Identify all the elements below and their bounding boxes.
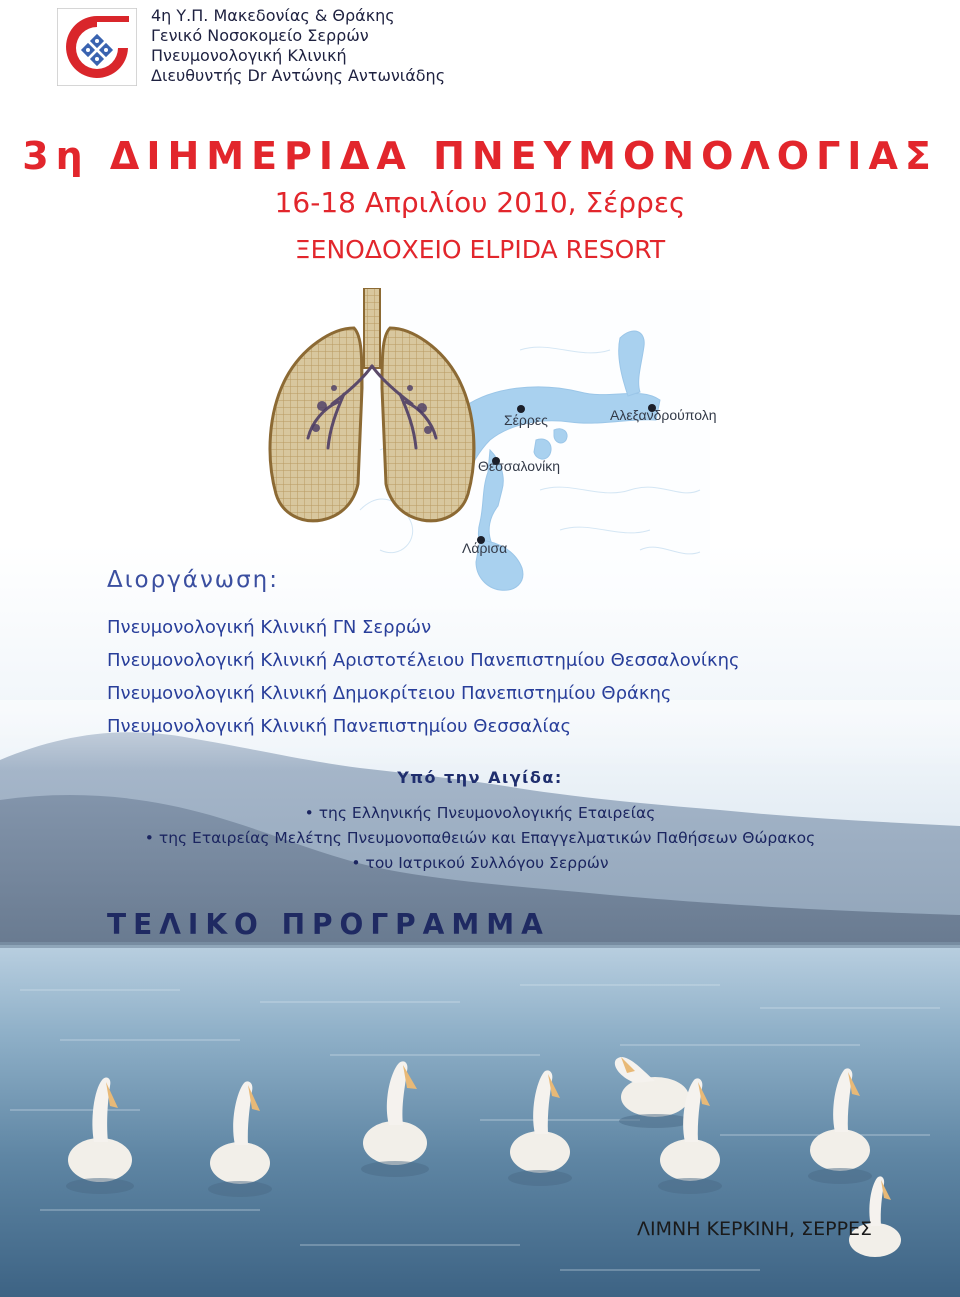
aegis-item: • του Ιατρικού Συλλόγου Σερρών bbox=[351, 854, 609, 872]
final-program-label: ΤΕΛΙΚΟ ΠΡΟΓΡΑΜΜΑ bbox=[107, 908, 550, 941]
city-label-larisa: Λάρισα bbox=[462, 540, 508, 556]
aegis-item: • της Ελληνικής Πνευμονολογικής Εταιρείας bbox=[304, 804, 656, 822]
city-label-thessaloniki: Θεσσαλονίκη bbox=[478, 458, 560, 474]
city-label-serres: Σέρρες bbox=[504, 412, 548, 428]
photo-caption: ΛΙΜΝΗ ΚΕΡΚΙΝΗ, ΣΕΡΡΕΣ bbox=[637, 1218, 873, 1240]
header-clinic: Πνευμονολογική Κλινική bbox=[151, 46, 347, 65]
organizer-item: Πνευμονολογική Κλινική Πανεπιστημίου Θεσσαλίας bbox=[107, 716, 572, 737]
aegis-heading: Υπό την Αιγίδα: bbox=[397, 768, 563, 787]
event-title: 3η ΔΙΗΜΕΡΙΔΑ ΠΝΕΥΜΟΝΟΛΟΓΙΑΣ bbox=[22, 134, 938, 178]
hospital-logo-icon bbox=[57, 8, 137, 86]
header-director: Διευθυντής Dr Αντώνης Αντωνιάδης bbox=[151, 66, 446, 85]
lungs-illustration bbox=[262, 288, 482, 540]
event-dates: 16-18 Απριλίου 2010, Σέρρες bbox=[274, 186, 686, 219]
event-venue: ΞΕΝΟΔΟΧΕΙΟ ELPIDA RESORT bbox=[294, 235, 666, 264]
organization-heading: Διοργάνωση: bbox=[107, 567, 279, 593]
header-ministry: 4η Υ.Π. Μακεδονίας & Θράκης bbox=[151, 6, 395, 25]
city-label-alexandroupoli: Αλεξανδρούπολη bbox=[610, 407, 717, 423]
header-hospital: Γενικό Νοσοκομείο Σερρών bbox=[151, 26, 369, 45]
organizer-item: Πνευμονολογική Κλινική Αριστοτέλειου Πανεπιστημίου Θεσσαλονίκης bbox=[107, 650, 740, 671]
organizer-item: Πνευμονολογική Κλινική Δημοκρίτειου Πανεπιστημίου Θράκης bbox=[107, 683, 672, 704]
organizer-item: Πνευμονολογική Κλινική ΓΝ Σερρών bbox=[107, 617, 432, 638]
aegis-item: • της Εταιρείας Μελέτης Πνευμονοπαθειών και Επαγγελματικών Παθήσεων Θώρακος bbox=[144, 829, 816, 847]
